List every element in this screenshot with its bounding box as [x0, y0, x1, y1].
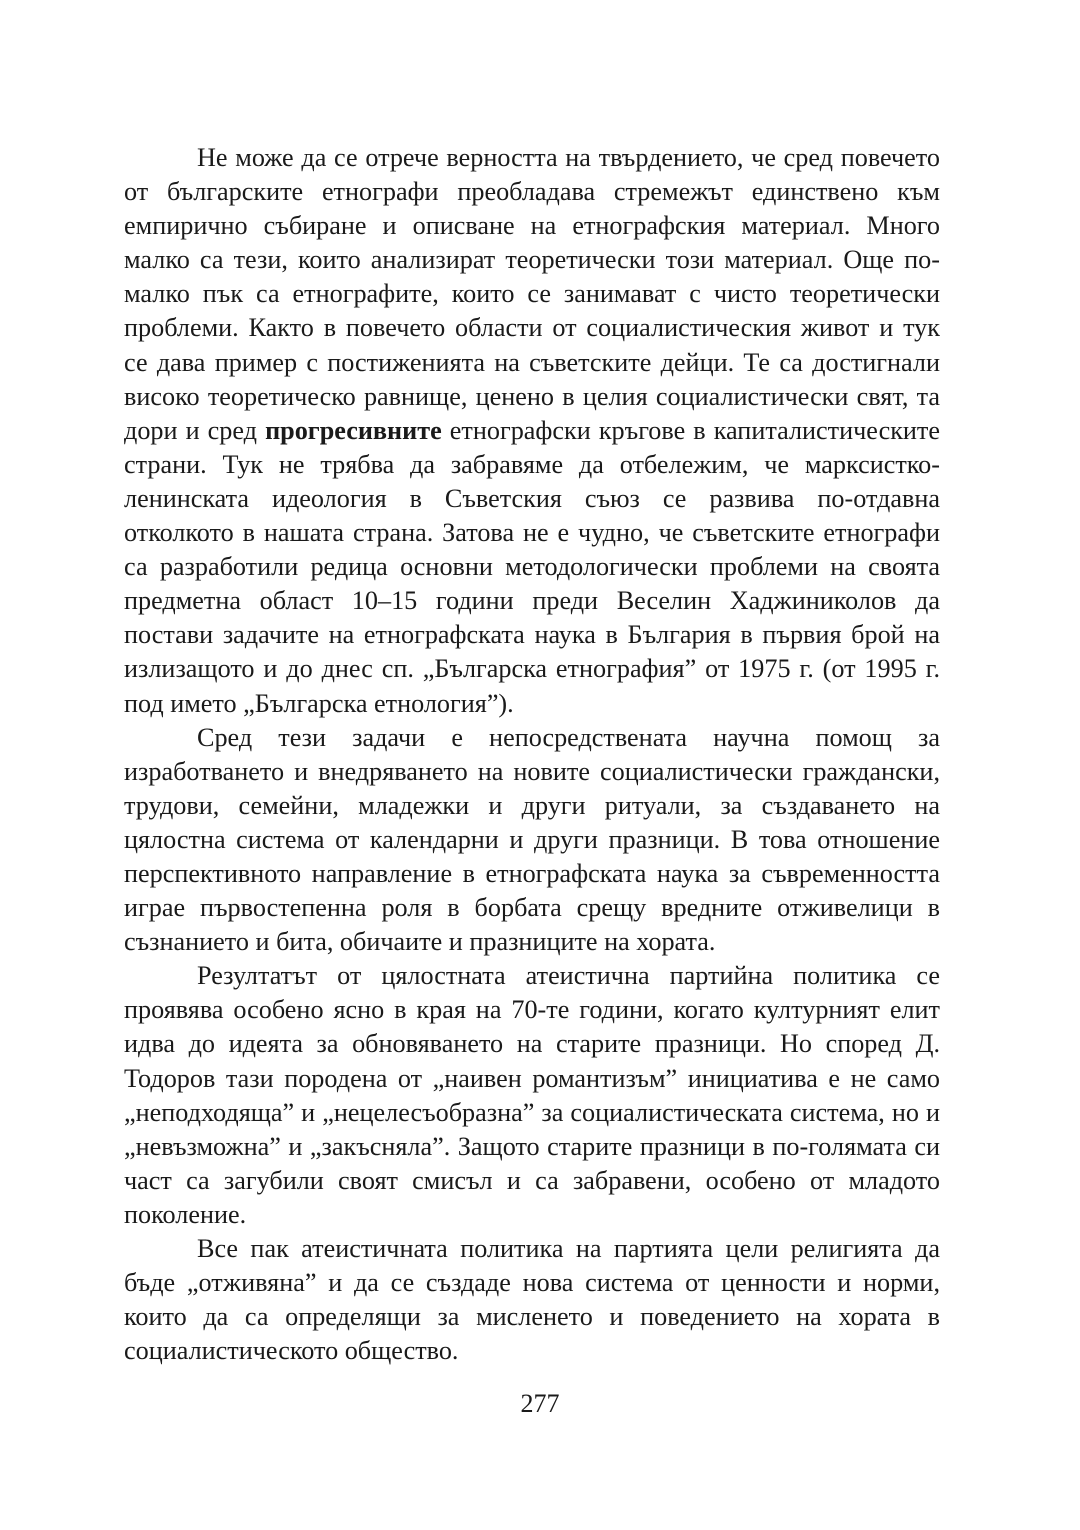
paragraph-1-text-before: Не може да се отрече верността на твърдението, че сред повечето от българските етнографи преобладава стремежът единствено към емпирично събиране и описване на етнографския материал. Много малко са тези, които анализират теоретически този материал. Още по-малко пък са етнографите, които се занимават с чисто теоретически проблеми. Както в повечето области от социалистическия живот и тук се дава пример с постиженията на съветските дейци. Те са достигнали високо теоретическо равнище, ценено в целия социалистически свят, та дори и сред [124, 143, 940, 445]
paragraph-1-text-after: етнографски кръгове в капиталистическите страни. Тук не трябва да забравяме да отбележим, че марксистко-ленинската идеология в Съветския съюз се развива по-отдавна отколкото в нашата страна. Затова не е чудно, че съветските етнографи са разработили редица основни методологически проблеми на своята предметна област 10–15 години преди Веселин Хаджиниколов да постави задачите на етнографската наука в България в първия брой на излизащото и до днес сп. „Българска етнография” от 1975 г. (от 1995 г. под името „Българска етнология”). [124, 415, 940, 718]
paragraph-4: Все пак атеистичната политика на партията цели религията да бъде „отживяна” и да се създаде нова система от ценности и норми, които да са определящи за мисленето и поведението на хората в социалистическото общество. [124, 1234, 940, 1366]
paragraph-3: Резултатът от цялостната атеистична партийна политика се проявява особено ясно в края на 70-те години, когато културният елит идва до идеята за обновяването на старите празници. Но според Д. Тодоров тази породена от „наивен романтизъм” инициатива е не само „неподходяща” и „нецелесъобразна” за социалистическата система, но и „невъзможна” и „закъсняла”. Защото старите празници в по-голямата си част са загубили своят смисъл и са забравени, особено от младото поколение. [124, 961, 940, 1229]
paragraph-1-bold-term: прогресивните [265, 415, 442, 445]
paragraph-1 [124, 141, 940, 721]
page-number: 277 [520, 1389, 560, 1418]
body-text [124, 141, 940, 1368]
paragraph-2: Сред тези задачи е непосредствената научна помощ за изработването и внедряването на новите социалистически граждански, трудови, семейни, младежки и други ритуали, за създаването на цялостна система от календарни и други празници. В това отношение перспективното направление в етнографската наука за съвременността играе първостепенна роля в борбата срещу вредните отживелици в съзнанието и бита, обичаите и празниците на хората. [124, 722, 940, 957]
